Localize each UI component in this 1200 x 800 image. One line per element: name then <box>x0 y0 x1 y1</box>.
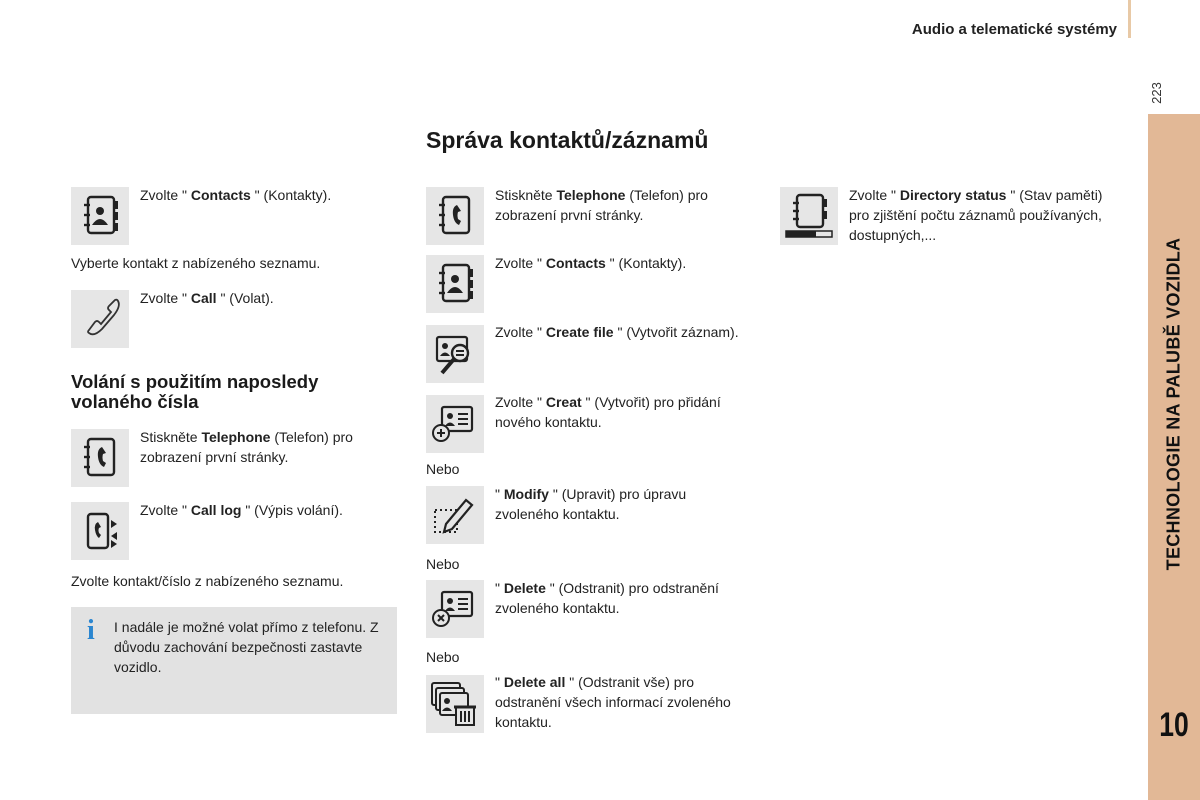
chapter-number: 10 <box>1159 706 1189 744</box>
select-number-text: Zvolte kontakt/číslo z nabízeného seznamu. <box>71 573 344 589</box>
telephone-icon <box>71 429 129 487</box>
contacts-icon <box>71 187 129 245</box>
call-text: Zvolte " Call " (Volat). <box>140 290 274 306</box>
delete-all-icon <box>426 675 484 733</box>
chapter-tab-text: TECHNOLOGIE NA PALUBĚ VOZIDLA <box>1163 237 1184 571</box>
mid-telephone-text: Stiskněte Telephone (Telefon) pro zobrazení první stránky. <box>495 187 708 223</box>
header-title: Audio a telematické systémy <box>911 21 1117 38</box>
info-note-text: I nadále je možné volat přímo z telefonu. Z důvodu zachování bezpečnosti zastavte vozidlo. <box>114 619 379 675</box>
or-label: Nebo <box>426 461 460 477</box>
add-contact-icon <box>426 395 484 453</box>
page-title: Správa kontaktů/záznamů <box>426 127 709 153</box>
select-contact-text: Vyberte kontakt z nabízeného seznamu. <box>71 255 321 271</box>
page-number: 223 <box>1149 82 1164 104</box>
delete-contact-icon <box>426 580 484 638</box>
modify-icon <box>426 486 484 544</box>
left-contacts-text: Zvolte " Contacts " (Kontakty). <box>140 187 332 203</box>
info-icon: i <box>87 615 95 646</box>
section-heading-last-number: Volání s použitím naposledy volaného čísla <box>71 371 319 412</box>
directory-status-icon <box>780 187 838 245</box>
info-note <box>71 607 397 714</box>
call-log-text: Zvolte " Call log " (Výpis volání). <box>140 502 343 518</box>
modify-text: " Modify " (Upravit) pro úpravu zvoleného kontaktu. <box>495 486 687 522</box>
left-telephone-text: Stiskněte Telephone (Telefon) pro zobrazení první stránky. <box>140 429 353 465</box>
or-label: Nebo <box>426 649 460 665</box>
phone-handset-icon <box>71 290 129 348</box>
chapter-tab-label <box>1148 114 1200 694</box>
contacts-icon <box>426 255 484 313</box>
call-log-icon <box>71 502 129 560</box>
header-divider <box>1128 0 1131 38</box>
mid-contacts-text: Zvolte " Contacts " (Kontakty). <box>495 255 687 271</box>
create-file-icon <box>426 325 484 383</box>
or-label: Nebo <box>426 556 460 572</box>
create-file-text: Zvolte " Create file " (Vytvořit záznam). <box>495 324 739 340</box>
delete-text: " Delete " (Odstranit) pro odstranění zvoleného kontaktu. <box>495 580 719 616</box>
creat-text: Zvolte " Creat " (Vytvořit) pro přidání nového kontaktu. <box>495 394 721 430</box>
directory-status-text: Zvolte " Directory status " (Stav paměti) pro zjištění počtu záznamů používaných, dostupných,... <box>849 187 1103 243</box>
telephone-icon <box>426 187 484 245</box>
delete-all-text: " Delete all " (Odstranit vše) pro odstranění všech informací zvoleného kontaktu. <box>495 674 731 730</box>
